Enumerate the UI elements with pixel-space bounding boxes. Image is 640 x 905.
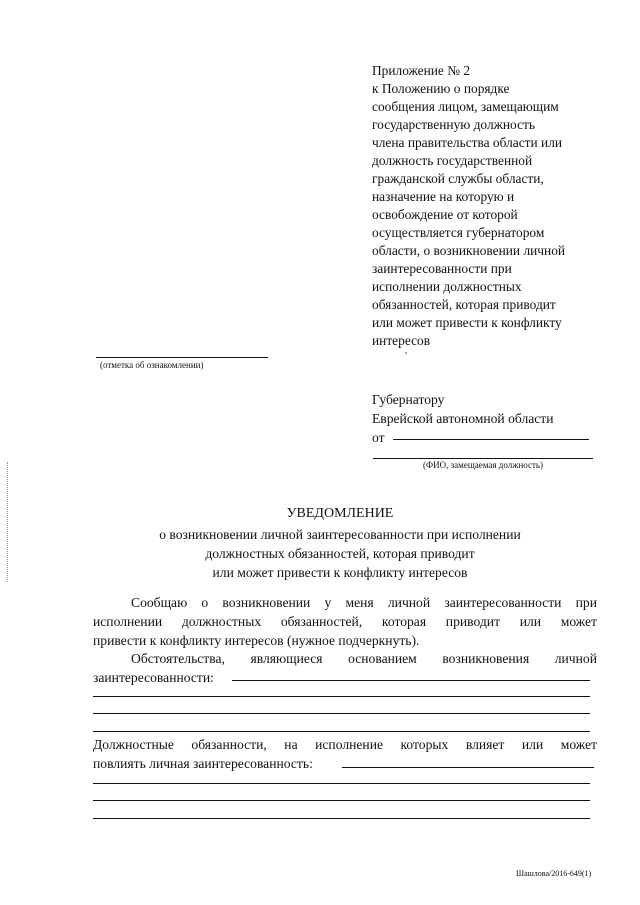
notice-title: УВЕДОМЛЕНИЕ — [286, 506, 394, 521]
duties-field-line — [93, 783, 590, 784]
paragraph-line: Сообщаю о возникновении у меня личной заинтересованности при — [131, 595, 597, 610]
acknowledgement-signature-line — [96, 357, 268, 358]
scan-margin-mark — [7, 462, 9, 582]
paragraph-line: привести к конфликту интересов (нужное подчеркнуть). — [93, 633, 420, 648]
appendix-line: государственную должность — [372, 117, 535, 132]
paragraph-line: Обстоятельства, являющиеся основанием возникновения личной — [131, 651, 597, 666]
circumstances-field-line — [93, 713, 590, 714]
appendix-line: заинтересованности при — [372, 261, 512, 276]
duties-field-line — [342, 767, 594, 768]
circumstances-field-line — [232, 680, 590, 681]
fio-field-line — [373, 458, 593, 459]
paragraph-line: Должностные обязанности, на исполнение которых влияет или может — [93, 737, 597, 752]
addressee-line: Еврейской автономной области — [372, 411, 554, 426]
appendix-line: назначение на которую и — [372, 189, 515, 204]
appendix-block — [372, 62, 596, 350]
acknowledgement-caption: (отметка об ознакомлении) — [100, 360, 204, 370]
appendix-line: или может привести к конфликту — [372, 315, 562, 330]
subtitle-line: или может привести к конфликту интересов — [212, 565, 468, 580]
subtitle-line: должностных обязанностей, которая приводит — [205, 546, 475, 561]
appendix-line: сообщения лицом, замещающим — [372, 99, 559, 114]
duties-field-line — [93, 800, 590, 801]
appendix-line: обязанностей, которая приводит — [372, 297, 556, 312]
scan-speck — [405, 352, 407, 354]
notice-subtitle — [90, 525, 590, 582]
appendix-line: интересов — [372, 333, 431, 348]
paragraph-line: заинтересованности: — [93, 670, 214, 685]
appendix-line: исполнении должностных — [372, 279, 522, 294]
appendix-line: осуществляется губернатором — [372, 225, 545, 240]
addressee-line: Губернатору — [372, 392, 445, 407]
appendix-line: члена правительства области или — [372, 135, 563, 150]
from-field-line — [393, 439, 589, 440]
circumstances-field-line — [93, 731, 590, 732]
paragraph-line: повлиять личная заинтересованность: — [93, 756, 313, 771]
appendix-line: области, о возникновении личной — [372, 243, 566, 258]
appendix-line: должность государственной — [372, 153, 533, 168]
appendix-line: к Положению о порядке — [372, 81, 510, 96]
paragraph-report — [93, 593, 597, 650]
circumstances-field-line — [93, 696, 590, 697]
appendix-line: Приложение № 2 — [372, 63, 471, 78]
fio-caption: (ФИО, замещаемая должность) — [422, 460, 544, 470]
appendix-line: гражданской службы области, — [372, 171, 544, 186]
subtitle-line: о возникновении личной заинтересованности при исполнении — [159, 527, 521, 542]
from-label: от — [372, 430, 385, 445]
appendix-line: освобождение от которой — [372, 207, 518, 222]
duties-field-line — [93, 818, 590, 819]
document-code: Шашлова/2016-649(1) — [516, 869, 592, 878]
paragraph-circumstances — [93, 649, 597, 687]
paragraph-line: исполнении должностных обязанностей, которая приводит или может — [93, 614, 597, 629]
